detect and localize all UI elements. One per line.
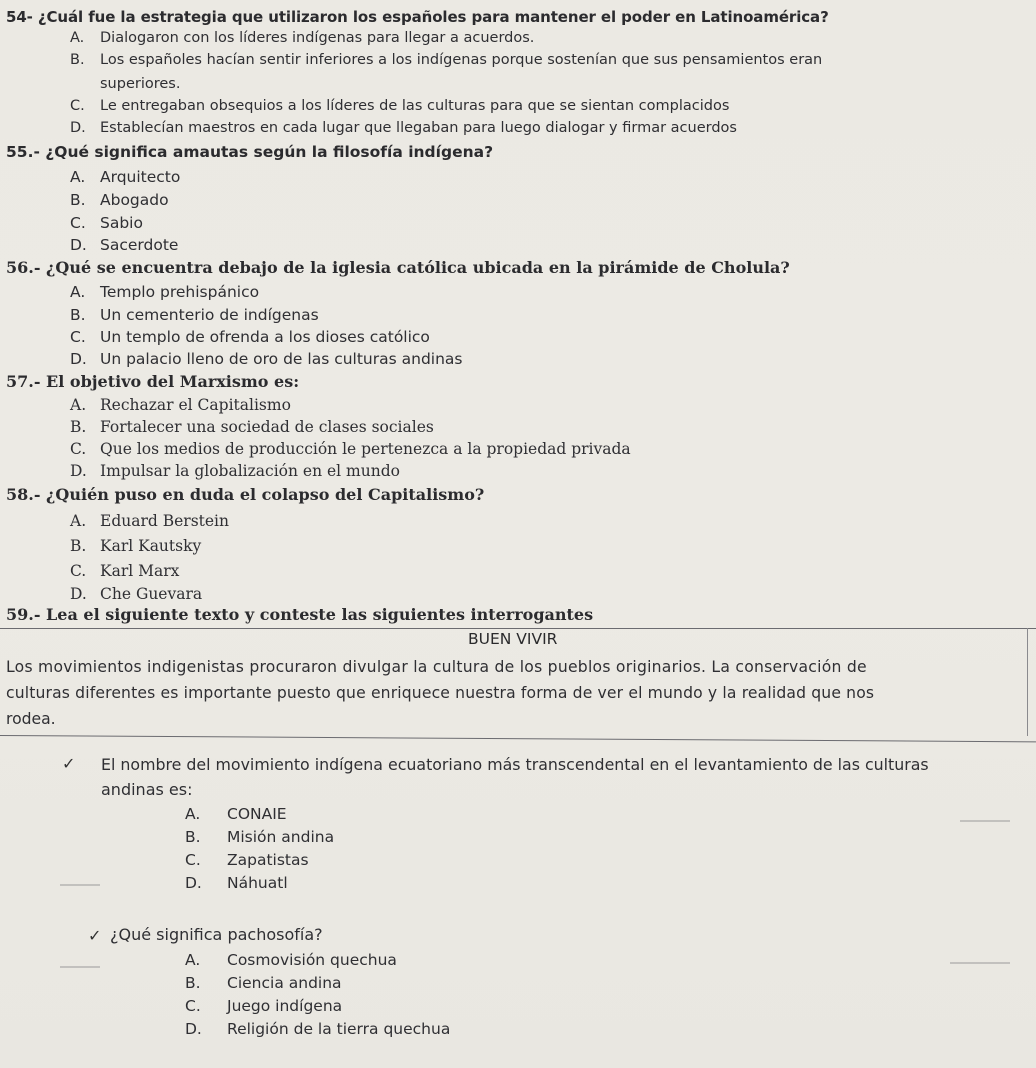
- question-55-title: 55.- ¿Qué significa amautas según la filosofía indígena?: [6, 143, 494, 161]
- q58-option-b: B. Karl Kautsky: [70, 537, 202, 555]
- q59-sub1-option-b: B. Misión andina: [185, 828, 335, 846]
- box-bottom-border: [0, 735, 1036, 742]
- q59-sub2-option-b: B. Ciencia andina: [185, 974, 342, 992]
- question-57-title: 57.- El objetivo del Marxismo es:: [6, 372, 300, 391]
- q59-sub1-option-a: A. CONAIE: [185, 805, 287, 823]
- box-paragraph: [6, 654, 1006, 732]
- q56-option-d: D. Un palacio lleno de oro de las culturas andinas: [70, 350, 463, 368]
- q55-option-c: C. Sabio: [70, 214, 143, 232]
- q59-sub1-line-1: El nombre del movimiento indígena ecuatoriano más transcendental en el levantamiento de las culturas: [101, 755, 929, 774]
- q57-option-a: A. Rechazar el Capitalismo: [70, 396, 291, 414]
- box-right-border: [1027, 628, 1028, 736]
- q59-sub1-option-d: D. Náhuatl: [185, 874, 288, 892]
- q55-option-b: B. Abogado: [70, 191, 169, 209]
- question-56-title: 56.- ¿Qué se encuentra debajo de la iglesia católica ubicada en la pirámide de Cholula?: [6, 258, 790, 277]
- scan-smudge: [960, 820, 1010, 822]
- question-54-title: 54- ¿Cuál fue la estrategia que utilizaron los españoles para mantener el poder en Latinoamérica?: [6, 8, 829, 26]
- q58-option-a: A. Eduard Berstein: [70, 512, 229, 530]
- box-paragraph-line-3: rodea.: [6, 710, 56, 728]
- q54-option-d: D. Establecían maestros en cada lugar que llegaban para luego dialogar y firmar acuerdos: [70, 120, 737, 136]
- box-paragraph-line-1: Los movimientos indigenistas procuraron divulgar la cultura de los pueblos originarios. La conservación de: [6, 658, 867, 676]
- check-mark-icon: ✓: [62, 754, 76, 773]
- q58-option-c: C. Karl Marx: [70, 562, 180, 580]
- question-59-title: 59.- Lea el siguiente texto y conteste las siguientes interrogantes: [6, 605, 594, 624]
- q54-option-b-continued: superiores.: [100, 76, 181, 92]
- q55-option-d: D. Sacerdote: [70, 236, 179, 254]
- scan-smudge: [950, 962, 1010, 964]
- q59-sub1-option-c: C. Zapatistas: [185, 851, 309, 869]
- q54-option-c: C. Le entregaban obsequios a los líderes de las culturas para que se sientan complacidos: [70, 98, 730, 114]
- box-title: BUEN VIVIR: [468, 630, 558, 648]
- q59-sub2-option-c: C. Juego indígena: [185, 997, 343, 1015]
- q59-sub2-option-d: D. Religión de la tierra quechua: [185, 1020, 451, 1038]
- q54-option-a: A. Dialogaron con los líderes indígenas para llegar a acuerdos.: [70, 30, 535, 46]
- q56-option-b: B. Un cementerio de indígenas: [70, 306, 319, 324]
- box-paragraph-line-2: culturas diferentes es importante puesto que enriquece nuestra forma de ver el mundo y la realidad que nos: [6, 684, 875, 702]
- q55-option-a: A. Arquitecto: [70, 168, 181, 186]
- q57-option-c: C. Que los medios de producción le pertenezca a la propiedad privada: [70, 440, 631, 458]
- q56-option-a: A. Templo prehispánico: [70, 283, 260, 301]
- q59-sub1-line-2: andinas es:: [101, 780, 193, 799]
- check-mark-icon: ✓: [88, 926, 102, 945]
- q56-option-c: C. Un templo de ofrenda a los dioses católico: [70, 328, 430, 346]
- question-58-title: 58.- ¿Quién puso en duda el colapso del Capitalismo?: [6, 485, 485, 504]
- q58-option-d: D. Che Guevara: [70, 585, 203, 603]
- q57-option-b: B. Fortalecer una sociedad de clases sociales: [70, 418, 434, 436]
- scan-smudge: [60, 966, 100, 968]
- scan-smudge: [60, 884, 100, 886]
- q54-option-b: B. Los españoles hacían sentir inferiores a los indígenas porque sostenían que sus pensamientos eran: [70, 52, 823, 68]
- q57-option-d: D. Impulsar la globalización en el mundo: [70, 462, 400, 480]
- q59-sub2-line-1: ¿Qué significa pachosofía?: [110, 925, 323, 944]
- q59-sub2-option-a: A. Cosmovisión quechua: [185, 951, 397, 969]
- box-top-border: [0, 628, 1036, 629]
